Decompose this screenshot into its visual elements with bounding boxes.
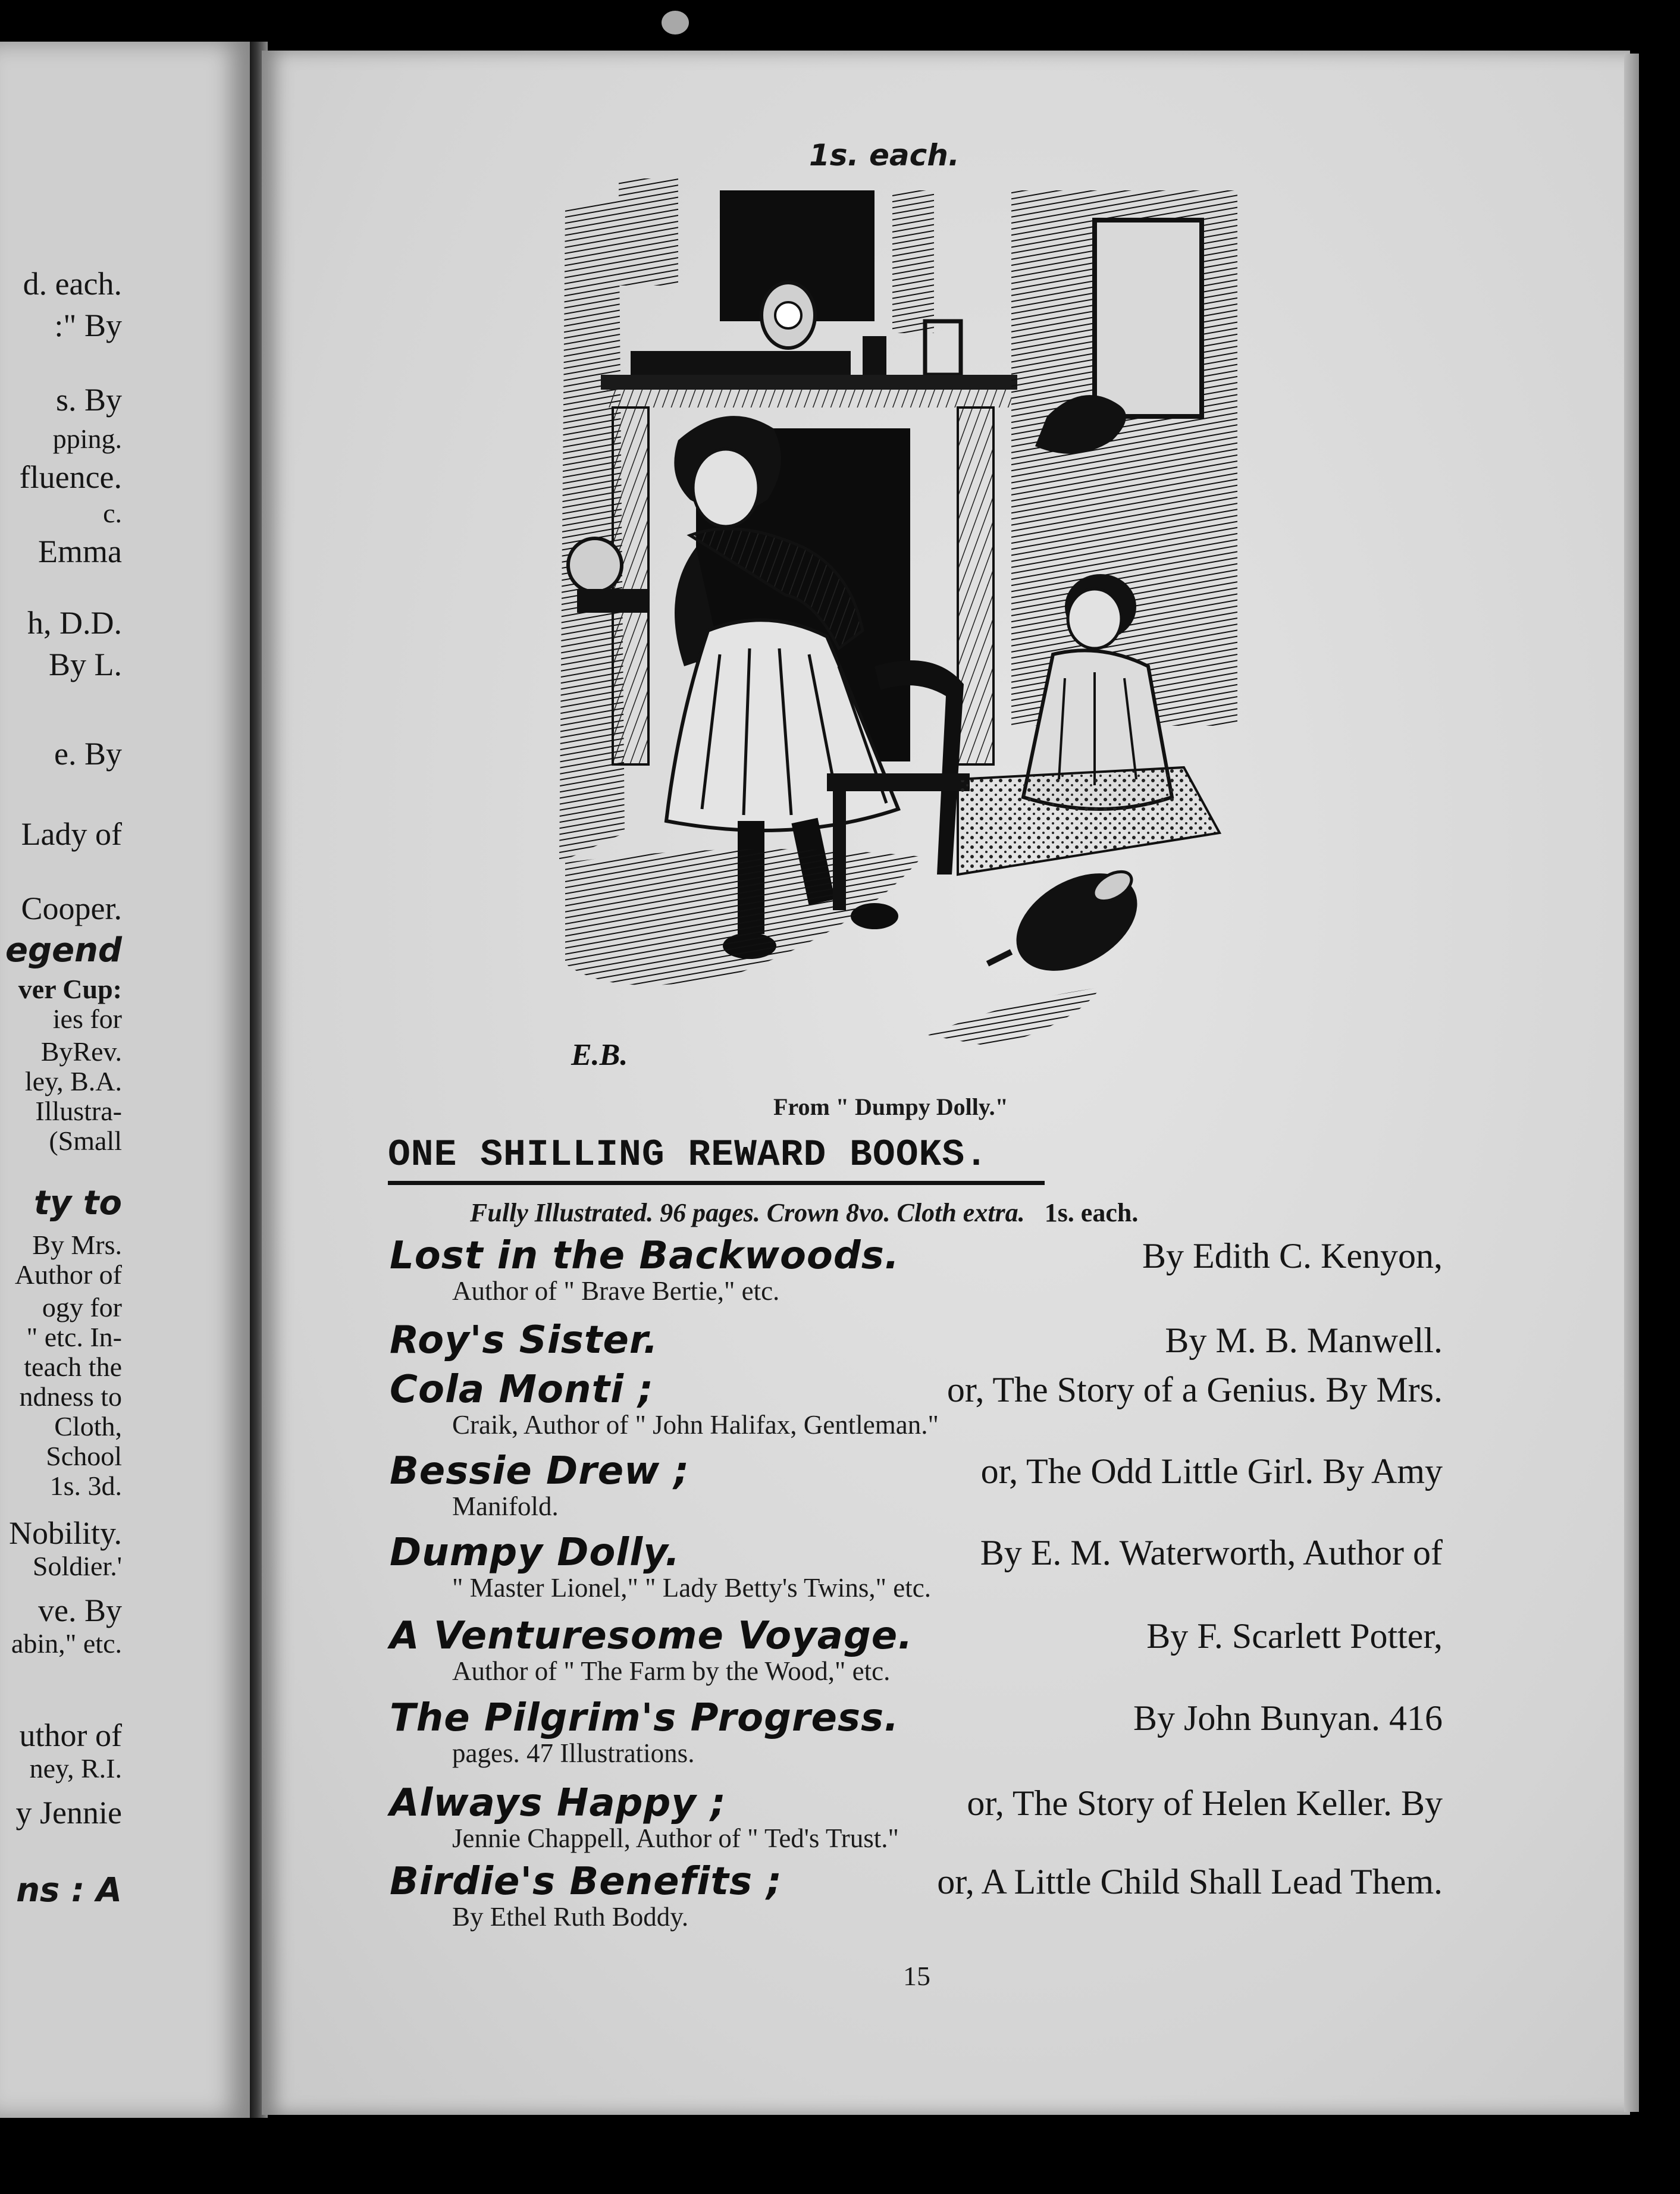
book-entry: [390, 1236, 1443, 1306]
left-page-fragment: ney, R.I.: [29, 1753, 122, 1784]
left-page-fragment: Author of: [14, 1259, 122, 1290]
book-entry: [390, 1370, 1443, 1440]
left-page-fragment: ndness to: [19, 1381, 122, 1412]
section-meta: [470, 1198, 1138, 1228]
left-page-fragment: " etc. In-: [26, 1322, 122, 1352]
left-page-fragment: Cooper.: [21, 891, 122, 926]
book-details: By E. M. Waterworth, Author of: [980, 1533, 1443, 1572]
book-entry: [390, 1318, 1443, 1362]
left-page-fragment: d. each.: [23, 266, 122, 302]
book-author-note: By Ethel Ruth Boddy.: [452, 1902, 689, 1932]
book-entry: [390, 1862, 1443, 1932]
left-page-fragment: ogy for: [42, 1292, 122, 1322]
title-underline: [388, 1181, 1045, 1185]
left-page-fragment: ve. By: [38, 1593, 122, 1628]
left-page-fragment: (Small: [49, 1126, 122, 1156]
left-page-fragment: ley, B.A.: [24, 1066, 122, 1096]
left-page-fragment: y Jennie: [15, 1795, 122, 1831]
book-title: Dumpy Dolly.: [390, 1531, 681, 1575]
illustration-caption: From " Dumpy Dolly.": [773, 1093, 1008, 1120]
left-page-fragment: fluence.: [19, 459, 122, 495]
left-page-fragment: ty to: [33, 1184, 122, 1223]
left-page-fragment: ByRev.: [40, 1036, 122, 1067]
book-entry: [390, 1698, 1443, 1769]
book-details: By M. B. Manwell.: [1165, 1321, 1443, 1360]
left-page-fragment: Soldier.': [32, 1551, 122, 1581]
left-page-fragment: Cloth,: [54, 1411, 122, 1441]
left-page-fragment: Illustra-: [35, 1096, 122, 1126]
book-author-note: pages. 47 Illustrations.: [452, 1738, 695, 1768]
book-details: By F. Scarlett Potter,: [1146, 1616, 1443, 1656]
book-details: By Edith C. Kenyon,: [1142, 1236, 1443, 1275]
book-details: By John Bunyan. 416: [1133, 1698, 1443, 1738]
left-page-fragment: s. By: [55, 382, 122, 418]
book-author-note: Manifold.: [452, 1491, 559, 1521]
meta-details: Fully Illustrated. 96 pages. Crown 8vo. Cloth extra.: [470, 1198, 1025, 1227]
left-page-fragment: teach the: [24, 1352, 122, 1382]
dumpy-dolly-illustration: [541, 178, 1243, 1083]
book-details: or, The Story of Helen Keller. By: [967, 1784, 1443, 1823]
book-author-note: " Master Lionel," " Lady Betty's Twins," etc.: [452, 1573, 931, 1603]
left-page-fragment: :" By: [54, 308, 122, 343]
book-entry: [390, 1533, 1443, 1603]
book-entry: [390, 1616, 1443, 1687]
left-page-fragment: c.: [103, 498, 122, 528]
meta-price: 1s. each.: [1044, 1198, 1139, 1227]
book-author-note: Craik, Author of " John Halifax, Gentleman.": [452, 1410, 939, 1440]
left-page-fragment: ns : A: [16, 1871, 122, 1910]
section-title: ONE SHILLING REWARD BOOKS.: [388, 1134, 988, 1176]
book-title: Always Happy ;: [390, 1781, 726, 1825]
left-page-fragment: uthor of: [19, 1717, 122, 1753]
left-page-fragment: School: [46, 1441, 122, 1471]
left-page-fragment: ies for: [52, 1004, 122, 1034]
illustrator-signature: E.B.: [571, 1038, 628, 1072]
page-header-price: 1s. each.: [809, 138, 960, 173]
book-title: A Venturesome Voyage.: [390, 1614, 913, 1658]
left-page-fragment: Emma: [38, 534, 122, 569]
left-page-fragment: By L.: [48, 647, 122, 682]
book-author-note: Jennie Chappell, Author of " Ted's Trust.": [452, 1823, 899, 1853]
book-details: or, The Story of a Genius. By Mrs.: [946, 1370, 1443, 1409]
book-title: Cola Monti ;: [390, 1368, 654, 1412]
book-details: or, A Little Child Shall Lead Them.: [937, 1862, 1443, 1901]
book-title: Bessie Drew ;: [390, 1449, 690, 1493]
left-page-fragment: e. By: [54, 736, 122, 772]
left-page-fragment: egend: [5, 931, 122, 970]
book-title: Roy's Sister.: [390, 1318, 659, 1362]
left-page-fragment: Nobility.: [8, 1515, 122, 1551]
left-page-fragment: Lady of: [21, 816, 122, 852]
book-details: or, The Odd Little Girl. By Amy: [980, 1452, 1443, 1491]
left-page: [0, 42, 250, 2118]
left-page-fragment: pping.: [52, 424, 122, 454]
page-number: 15: [903, 1961, 930, 1991]
left-page-fragment: By Mrs.: [32, 1230, 122, 1260]
book-entry: [390, 1781, 1443, 1854]
book-title: The Pilgrim's Progress.: [390, 1696, 899, 1740]
book-author-note: Author of " The Farm by the Wood," etc.: [452, 1656, 891, 1686]
left-page-fragment: 1s. 3d.: [49, 1471, 122, 1501]
left-page-fragment: abin," etc.: [11, 1628, 122, 1659]
binding-mark: [662, 11, 689, 35]
book-author-note: Author of " Brave Bertie," etc.: [452, 1276, 780, 1306]
book-title: Lost in the Backwoods.: [390, 1234, 900, 1278]
page-edge: [1624, 54, 1639, 2112]
left-page-fragment: ver Cup:: [18, 974, 122, 1004]
book-title: Birdie's Benefits ;: [390, 1860, 782, 1904]
book-entry: [390, 1449, 1443, 1522]
left-page-fragment: h, D.D.: [27, 605, 122, 641]
